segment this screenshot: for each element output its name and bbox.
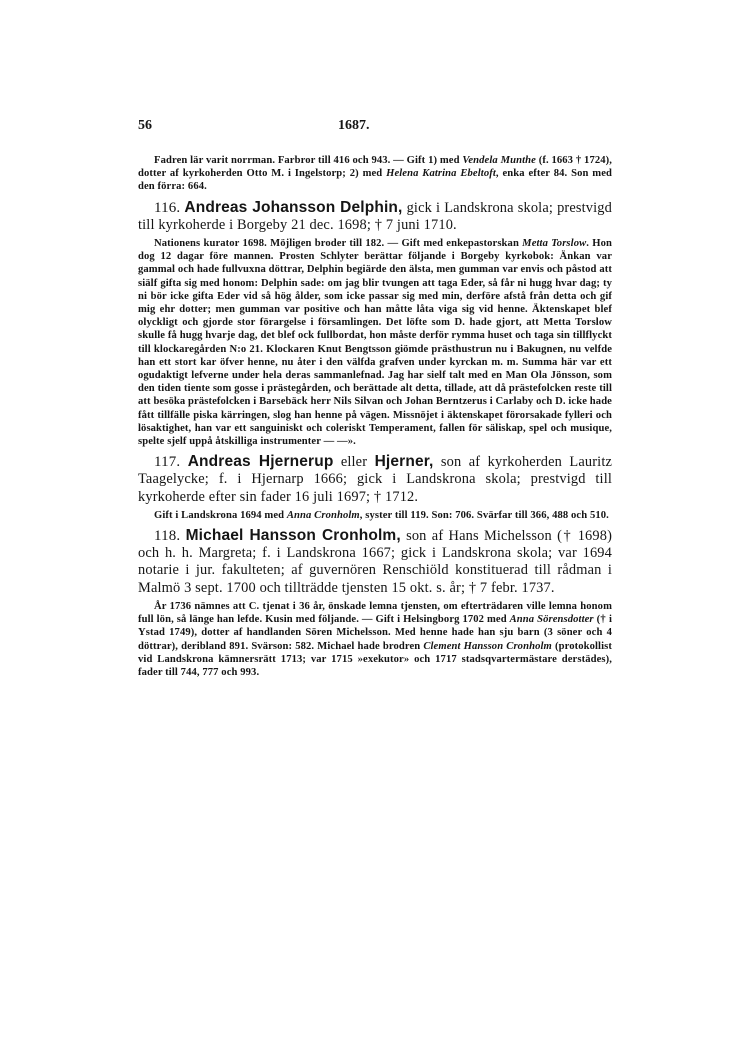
wife-name: Vendela Munthe [462,155,536,166]
entry-name: Michael Hansson Cronholm, [185,527,401,545]
brother-name: Clement Hansson Cronholm [423,640,552,652]
wife-name: Metta Torslow [522,238,587,250]
entry-116-heading [138,199,612,234]
entry-115-continuation: Fadren lär varit norrman. Farbror till 416 och 943. — Gift 1) med Vendela Munthe (f. 1663 † 1724), dotter af kyrkoherden Otto M. i Ingelstorp; 2) med Helena Katrina Ebeltoft, enka efter 84. Son med den förra: 664. [138,155,613,193]
entry-name: Andreas Johansson Delphin, [184,198,403,216]
wife-name: Helena Katrina Ebeltoft [386,168,496,180]
book-page [138,118,612,679]
entry-number: 117. [154,454,181,471]
entry-118-note: År 1736 nämnes att C. tjenat i 36 år, önskade lemna tjensten, om efterträdaren ville lemna honom full lön, så länge han lefde. Kusin med följande. — Gift i Helsingborg 1702 med Anna Sörensdotter († i Ystad 1749), dotter af handlanden Sören Michelsson. Med henne hade han sju barn (3 söner och 4 döttrar), deribland 891. Svärson: 582. Michael hade brodren Clement Hansson Cronholm (protokollist vid Landskrona kämnersrätt 1713; var 1715 »exekutor» och 1717 stadsqvartermästare derstädes), fader till 744, 777 och 993. [138,600,612,678]
entry-name: Andreas Hjernerup [187,453,334,471]
entry-bio: son af kyrkoherden Lauritz Taagelycke; f. i Hjernarp 1666; gick i Landskrona skola; prestvigd till kyrkoherde efter sin fader 16 juli 1697; † 1712. [138,454,613,505]
entry-number: 116. [154,199,181,216]
entry-name-alt: Hjerner, [374,453,434,471]
running-header [138,118,612,134]
entry-118-heading [138,527,612,597]
entry-bio: son af Hans Michelsson († 1698) och h. h. Margreta; f. i Landskrona 1667; gick i Landskrona skola; var 1694 notarie i jur. fakulteten; af guvernören Renschiöld konstituerad till rådman i Malmö 3 sept. 1700 och tillträdde tjensten 15 okt. s. år; † 7 febr. 1737. [138,528,613,596]
wife-name: Anna Sörensdotter [509,614,594,626]
wife-name: Anna Cronholm [286,509,360,521]
page-number: 56 [138,118,152,133]
entry-117-heading: 117. Andreas Hjernerup eller Hjerner, son af kyrkoherden Lauritz Taagelycke; f. i Hjernarp 1666; gick i Landskrona skola; prestvigd till kyrkoherde efter sin fader 16 juli 1697; † 1712. [138,453,613,505]
entry-bio: gick i Landskrona skola; prestvigd till kyrkoherde i Borgeby 21 dec. 1698; † 7 juni 1710. [138,199,612,233]
entry-117-note: Gift i Landskrona 1694 med Anna Cronholm, syster till 119. Son: 706. Svärfar till 366, 488 och 510. [154,509,609,521]
header-year: 1687. [338,118,370,133]
entry-number: 118. [154,528,181,545]
entry-116-note: Nationens kurator 1698. Möjligen broder till 182. — Gift med enkepastorskan Metta Torslow. Hon dog 12 dagar före mannen. Prosten Schlyter berättar följande i Borgeby kyrkobok: Änkan var gammal och hade fullvuxna döttrar, Delphin begiärde den älsta, men gumman var envis och påstod att siälf gifta sig med honom: Delphin sade: om jag blir tvungen att taga Eder, så får ni hugg hvar dag; ty ni bör icke gifta Eder vid så hög ålder, som icke passar sig med min, derföre afstå från detta och gif mig ehr dotter; men gumman var positive och han måtte låta viga sig vid henne. Äktenskapet blef olyckligt och gjorde stor förargelse i församlingen. Det löfte som D. hade gjort, att Metta Torslow skulle få hugg hvarje dag, det blef ock fullbordat, hon måste derför rymma huset och taga sin tillflyckt till klockaregården N:o 21. Klockaren Knut Bengtsson giömde prästhustrun nu i Bakugnen, nu velfde han ett stort kar öfver henne, nu åter i den välfda grafven under kyrckan m. m. Summa här var ett ogudaktigt lefverne under hela deras sammanlefnad. Jag har sielf talt med en Man Ola Jönsson, som den tiden tiente som gosse i prästegården, och berättade alt detta, tillade, att då prästefolcken reste till att besöka prästefolcken i Barsebäck herr Nils Silvan och Johan Berntzerus i Carlaby och D. icke hade fått tillfälle piska kärringen, slog han henne på vägen. Missnöjet i äktenskapet förorsakade fylleri och lösaktighet, han var ett sanguiniskt och coleriskt Temperament, fallen för säliskap, spel och musique, spelte sjelf uppå åtskilliga instrumenter — —». [138,238,612,448]
